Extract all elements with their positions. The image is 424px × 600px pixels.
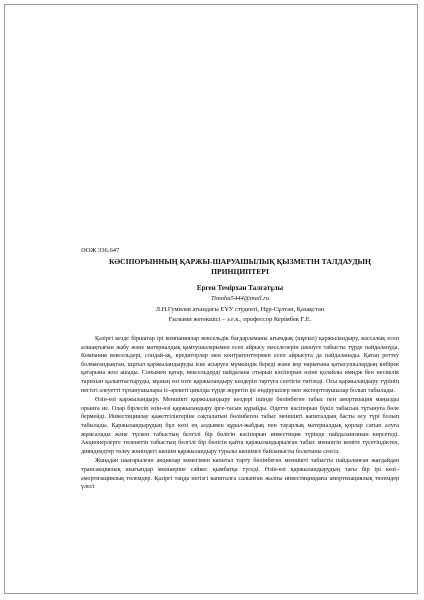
body-paragraph: Өзін-өзі қаржыландыру. Меншікті қаржыландыру көздері ішінде бөлінбеген табыс пен амортизация маңызды орынға ие. Олар бірлесіп өзін-өзі қаржыландыру ірге-тасын құрайды. Әдетте кәсіпорын бүкіл табысын тұтынуға бөле бермейді. Инвестициялау қажеттіліктеріне сақталатын бөлінбеген табыс меншікті капиталдың басты өсу түрі болып табылады. Қаржыландырудың бұл көзі ең алдымен құрал-жабдық пен тауарлық материалдық қорлар сатып алуға жұмсалады және түскен табыстың белгілі бір бөлігін кәсіпорын инвестиция түрінде пайдаланғанын көрсетеді. Акционерлерге төленетін табыстың белгілі бір бөлігін қайта қаржыландырылған табыс меншігін кеміте түсетіндіктен, дивидендтер төлеу жөніндегі шешім қаржыландыру туралы шешімге байланысты болатыны сөзсіз. bbox=[81, 397, 399, 455]
author-name: Ерген Темірхан Талғатұлы bbox=[196, 284, 284, 292]
udc-code: ӘОЖ 336.647 bbox=[81, 247, 120, 254]
body-paragraph: Жаңадан шығарылған акциялар көмегімен капитал тарту бөлінбеген меншікті табысты пайдаланған жағдайдан трансакциялық шығындар мөлшеріне сәйкес қымбатқа түседі. Өзін-өзі қаржыландырудың тағы бір ірі көзі– амортизациялық төлемдер. Қазіргі таңда негізгі капиталға салынған жалпы инвестициядағы амортизациялық төлемдер үлесі bbox=[81, 458, 399, 491]
body-paragraph: Қазіргі кезде біршатар ірі компаниялар вексельдік бағдарламаны ағымдық (шұғыл) қаржыландыру, кассалық есеп алшақтығын жабу және материалдық қамтушыларымен есеп айрысу мәселелерін шешуге табысты түрде пайдалануда. Компания вексельдері, сондай-ақ, кредиторлар мен контрагенттермен есеп айрысуға да пайдаланады. Қатаң реттеу болмағандықтан, шұғыл қаржыландыруды іске асыруға мүмкіндік береді және кор нарығына қатысушылардың көбірек қатарына жол ашады. Сонымен қатар, вексельдерді пайдалана отырып кәсіпорын өзіне қолайлы имидж бен несиелік тарихын қалыптастыруды, мұның өзі өзге қаржыландыру көздерін тартуға септігін тигізеді. Осы қаржыландыру түрінің негізгі әлеуетті тұтынушылары іс-әрекеті циклды түрде жүретін ірі өндірушілер мен экспорттаушылар болып табылады. bbox=[81, 336, 399, 394]
page-frame bbox=[4, 4, 418, 594]
scientific-advisor: Ғылыми жетекшісі – э.ғ.к., профессор Керімбек Ғ.Е. bbox=[168, 316, 312, 323]
author-affiliation: Л.Н.Гумилев атындағы ЕҰУ студенті, Нұр-Сұлтан, Қазақстан bbox=[155, 306, 325, 313]
author-email[interactable]: Timoha5444@mail.ru bbox=[210, 295, 270, 302]
paper-title: КӘСІПОРЫННЫҢ ҚАРЖЫ-ШАРУАШЫЛЫҚ ҚЫЗМЕТІН ТАЛДАУДЫҢ ПРИНЦИПТЕРІ bbox=[109, 257, 371, 276]
paper-body bbox=[81, 335, 399, 493]
